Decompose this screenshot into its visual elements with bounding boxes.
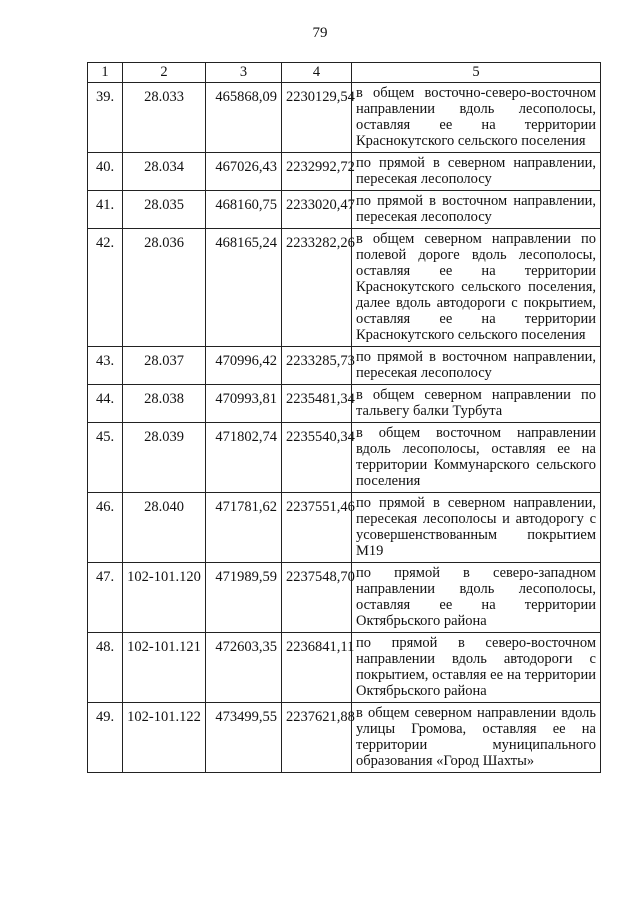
description-cell: в общем северном направлении по тальвегу балки Турбута — [352, 385, 601, 423]
row-number-cell: 48. — [88, 633, 123, 703]
page-number: 79 — [312, 25, 328, 41]
row-number-cell: 39. — [88, 83, 123, 153]
description-cell: в общем северном направлении вдоль улицы Громова, оставляя ее на территории муниципального образования «Город Шахты» — [352, 703, 601, 773]
table-row — [88, 385, 601, 423]
point-number-cell: 28.036 — [123, 229, 206, 347]
row-number-cell: 40. — [88, 153, 123, 191]
table-row — [88, 563, 601, 633]
column-header: 4 — [282, 63, 352, 83]
x-coordinate-cell: 471802,74 — [206, 423, 282, 493]
column-header: 1 — [88, 63, 123, 83]
description-cell: по прямой в северном направлении, пересекая лесополосы и автодорогу с усовершенствованным покрытием М19 — [352, 493, 601, 563]
point-number-cell: 28.040 — [123, 493, 206, 563]
y-coordinate-cell: 2237621,88 — [282, 703, 352, 773]
description-cell: по прямой в восточном направлении, пересекая лесополосу — [352, 191, 601, 229]
y-coordinate-cell: 2237551,46 — [282, 493, 352, 563]
y-coordinate-cell: 2232992,72 — [282, 153, 352, 191]
x-coordinate-cell: 471781,62 — [206, 493, 282, 563]
table-row — [88, 153, 601, 191]
point-number-cell: 28.033 — [123, 83, 206, 153]
x-coordinate-cell: 473499,55 — [206, 703, 282, 773]
y-coordinate-cell: 2230129,54 — [282, 83, 352, 153]
y-coordinate-cell: 2235540,34 — [282, 423, 352, 493]
row-number-cell: 45. — [88, 423, 123, 493]
point-number-cell: 28.035 — [123, 191, 206, 229]
point-number-cell: 102-101.122 — [123, 703, 206, 773]
point-number-cell: 28.038 — [123, 385, 206, 423]
point-number-cell: 28.039 — [123, 423, 206, 493]
x-coordinate-cell: 465868,09 — [206, 83, 282, 153]
table-row — [88, 191, 601, 229]
description-cell: в общем северном направлении по полевой дороге вдоль лесополосы, оставляя ее на территории Краснокутского сельского поселения, далее вдоль автодороги с покрытием, оставляя ее на территории Краснокутского сельского поселения — [352, 229, 601, 347]
column-header: 2 — [123, 63, 206, 83]
row-number-cell: 47. — [88, 563, 123, 633]
table-row — [88, 83, 601, 153]
row-number-cell: 44. — [88, 385, 123, 423]
table-row — [88, 633, 601, 703]
y-coordinate-cell: 2236841,11 — [282, 633, 352, 703]
column-header: 3 — [206, 63, 282, 83]
header-row — [88, 63, 601, 83]
description-cell: в общем восточно-северо-восточном направлении вдоль лесополосы, оставляя ее на территории Краснокутского сельского поселения — [352, 83, 601, 153]
row-number-cell: 41. — [88, 191, 123, 229]
x-coordinate-cell: 468165,24 — [206, 229, 282, 347]
table-body — [88, 63, 601, 773]
x-coordinate-cell: 471989,59 — [206, 563, 282, 633]
point-number-cell: 28.037 — [123, 347, 206, 385]
x-coordinate-cell: 472603,35 — [206, 633, 282, 703]
point-number-cell: 102-101.120 — [123, 563, 206, 633]
description-cell: по прямой в восточном направлении, пересекая лесополосу — [352, 347, 601, 385]
row-number-cell: 46. — [88, 493, 123, 563]
table-row — [88, 703, 601, 773]
row-number-cell: 43. — [88, 347, 123, 385]
description-cell: в общем восточном направлении вдоль лесополосы, оставляя ее на территории Коммунарского сельского поселения — [352, 423, 601, 493]
x-coordinate-cell: 468160,75 — [206, 191, 282, 229]
x-coordinate-cell: 470996,42 — [206, 347, 282, 385]
table-row — [88, 347, 601, 385]
description-cell: по прямой в северо-западном направлении вдоль лесополосы, оставляя ее на территории Октябрьского района — [352, 563, 601, 633]
table-row — [88, 229, 601, 347]
y-coordinate-cell: 2235481,34 — [282, 385, 352, 423]
y-coordinate-cell: 2233282,26 — [282, 229, 352, 347]
y-coordinate-cell: 2237548,70 — [282, 563, 352, 633]
y-coordinate-cell: 2233020,47 — [282, 191, 352, 229]
row-number-cell: 49. — [88, 703, 123, 773]
row-number-cell: 42. — [88, 229, 123, 347]
point-number-cell: 102-101.121 — [123, 633, 206, 703]
description-cell: по прямой в северо-восточном направлении вдоль автодороги с покрытием, оставляя ее на территории Октябрьского района — [352, 633, 601, 703]
y-coordinate-cell: 2233285,73 — [282, 347, 352, 385]
boundary-table — [87, 62, 601, 773]
x-coordinate-cell: 470993,81 — [206, 385, 282, 423]
column-header: 5 — [352, 63, 601, 83]
point-number-cell: 28.034 — [123, 153, 206, 191]
description-cell: по прямой в северном направлении, пересекая лесополосу — [352, 153, 601, 191]
table-row — [88, 423, 601, 493]
x-coordinate-cell: 467026,43 — [206, 153, 282, 191]
table-row — [88, 493, 601, 563]
